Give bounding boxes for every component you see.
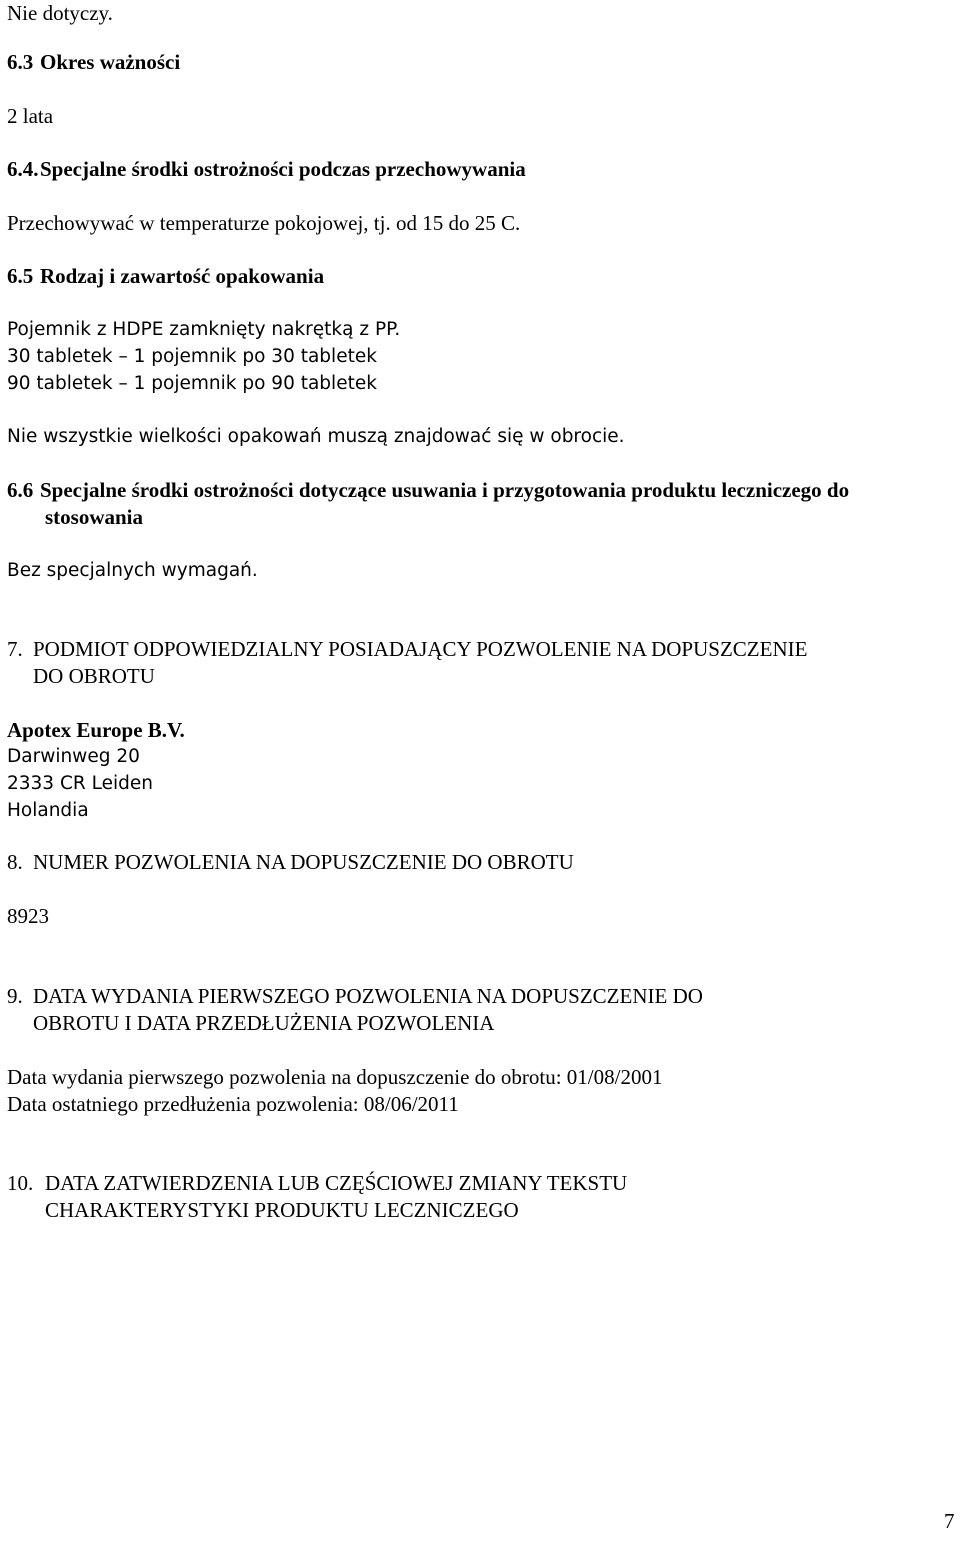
disposal-text: Bez specjalnych wymagań. — [7, 560, 258, 581]
section-number: 6.3 — [7, 50, 34, 74]
section-number: 6.6 — [7, 478, 34, 502]
pack-size-90-text: 90 tabletek – 1 pojemnik po 90 tabletek — [7, 373, 377, 394]
section-number: 10. — [7, 1171, 34, 1195]
section-10-heading — [7, 1170, 627, 1197]
section-10-heading-cont: CHARAKTERYSTYKI PRODUKTU LECZNICZEGO — [45, 1198, 519, 1222]
section-9-heading — [7, 983, 703, 1010]
container-text: Pojemnik z HDPE zamknięty nakrętką z PP. — [7, 319, 401, 340]
section-number: 6.4. — [7, 157, 39, 181]
section-number: 6.5 — [7, 264, 34, 288]
section-title: Okres ważności — [40, 50, 181, 74]
section-number: 8. — [7, 850, 23, 874]
section-title: Rodzaj i zawartość opakowania — [40, 264, 325, 288]
section-8-heading — [7, 849, 574, 876]
section-7-heading-cont: DO OBROTU — [33, 664, 155, 688]
section-6-5-heading — [7, 263, 324, 290]
section-title: DATA ZATWIERDZENIA LUB CZĘŚCIOWEJ ZMIANY TEKSTU — [45, 1171, 628, 1195]
address-street: Darwinweg 20 — [7, 746, 140, 767]
section-number: 7. — [7, 637, 23, 661]
section-9-heading-cont: OBROTU I DATA PRZEDŁUŻENIA POZWOLENIA — [33, 1011, 495, 1035]
page-number: 7 — [944, 1509, 955, 1533]
address-city: 2333 CR Leiden — [7, 773, 153, 794]
section-7-heading — [7, 636, 807, 663]
section-title: PODMIOT ODPOWIEDZIALNY POSIADAJĄCY POZWOLENIE NA DOPUSZCZENIE — [33, 637, 808, 661]
section-title: NUMER POZWOLENIA NA DOPUSZCZENIE DO OBROTU — [33, 850, 574, 874]
section-title: DATA WYDANIA PIERWSZEGO POZWOLENIA NA DOPUSZCZENIE DO — [33, 984, 703, 1008]
section-6-4-heading — [7, 156, 526, 183]
company-name: Apotex Europe B.V. — [7, 718, 185, 742]
pack-size-30-text: 30 tabletek – 1 pojemnik po 30 tabletek — [7, 346, 377, 367]
section-number: 9. — [7, 984, 23, 1008]
last-renewal-date: Data ostatniego przedłużenia pozwolenia: 08/06/2011 — [7, 1092, 459, 1116]
storage-text: Przechowywać w temperaturze pokojowej, tj. od 15 do 25 C. — [7, 211, 521, 235]
authorization-number: 8923 — [7, 904, 49, 928]
address-country: Holandia — [7, 800, 89, 821]
section-title: Specjalne środki ostrożności podczas przechowywania — [40, 157, 526, 181]
section-6-6-heading-cont: stosowania — [45, 505, 144, 529]
first-authorization-date: Data wydania pierwszego pozwolenia na dopuszczenie do obrotu: 01/08/2001 — [7, 1065, 663, 1089]
shelf-life-text: 2 lata — [7, 104, 54, 128]
section-6-3-heading — [7, 49, 180, 76]
section-title: Specjalne środki ostrożności dotyczące usuwania i przygotowania produktu leczniczego do — [40, 478, 850, 502]
previous-section-text: Nie dotyczy. — [7, 1, 113, 25]
section-6-6-heading — [7, 477, 849, 504]
pack-availability-note: Nie wszystkie wielkości opakowań muszą znajdować się w obrocie. — [7, 426, 625, 447]
